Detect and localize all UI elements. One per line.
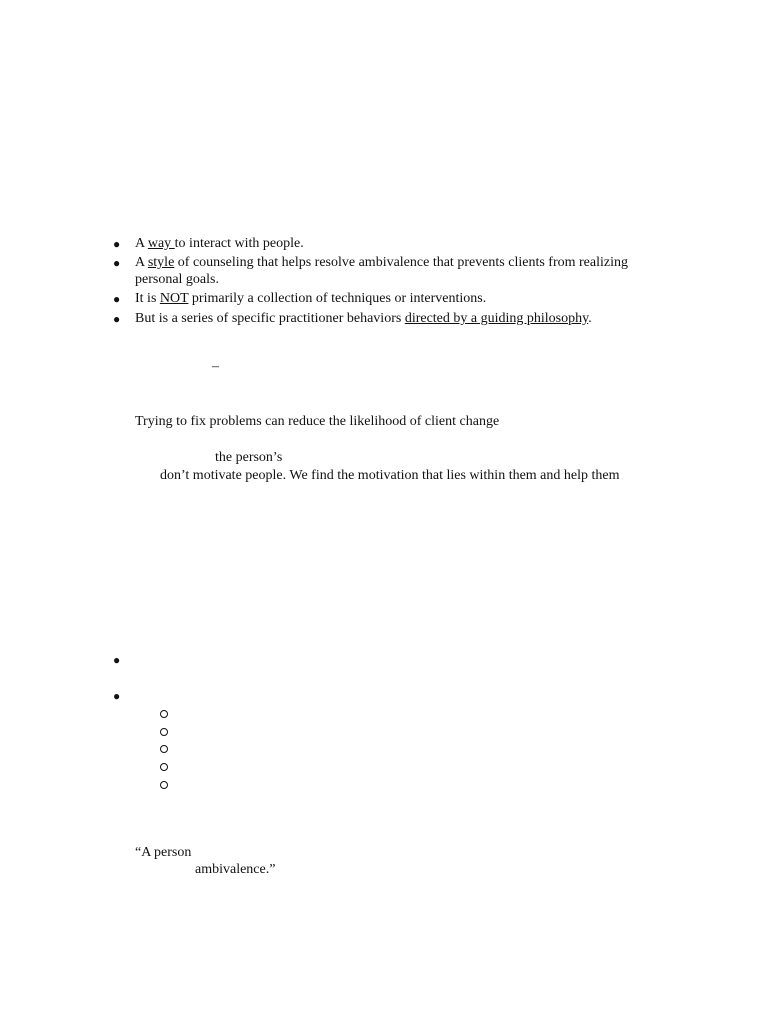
list-item-way <box>135 235 304 253</box>
text: It is <box>135 291 160 306</box>
underlined-text: directed by a guiding philosophy <box>404 311 589 326</box>
underlined-text: way <box>147 236 175 251</box>
underlined-text: NOT <box>159 291 189 306</box>
bullet-icon: ● <box>113 653 121 667</box>
quote-line-2: ambivalence.” <box>195 862 276 877</box>
bullet-icon: ● <box>113 256 121 270</box>
bullet-icon: ● <box>113 292 121 306</box>
circle-bullet-icon <box>160 781 168 789</box>
text: . <box>588 311 592 326</box>
list-item-style <box>135 254 628 272</box>
list-item-style-continued: personal goals. <box>135 272 219 287</box>
dash-text: – <box>212 359 219 374</box>
circle-bullet-icon <box>160 745 168 753</box>
bullet-icon: ● <box>113 689 121 703</box>
list-item-not <box>135 290 486 308</box>
text: A <box>135 236 148 251</box>
list-item-behaviors <box>135 310 592 328</box>
text: primarily a collection of techniques or interventions. <box>188 291 487 306</box>
text: But is a series of specific practitioner behaviors <box>135 311 405 326</box>
fix-problems-text: Trying to fix problems can reduce the likelihood of client change <box>135 414 500 429</box>
motivate-text: don’t motivate people. We find the motivation that lies within them and help them <box>160 468 620 483</box>
text: A <box>135 255 148 270</box>
text: of counseling that helps resolve ambivalence that prevents clients from realizing <box>174 255 628 270</box>
circle-bullet-icon <box>160 763 168 771</box>
persons-text: the person’s <box>215 450 283 465</box>
quote-line-1: “A person <box>135 845 192 860</box>
underlined-text: style <box>147 255 175 270</box>
circle-bullet-icon <box>160 710 168 718</box>
circle-bullet-icon <box>160 728 168 736</box>
bullet-icon: ● <box>113 237 121 251</box>
bullet-icon: ● <box>113 312 121 326</box>
text: to interact with people. <box>174 236 304 251</box>
